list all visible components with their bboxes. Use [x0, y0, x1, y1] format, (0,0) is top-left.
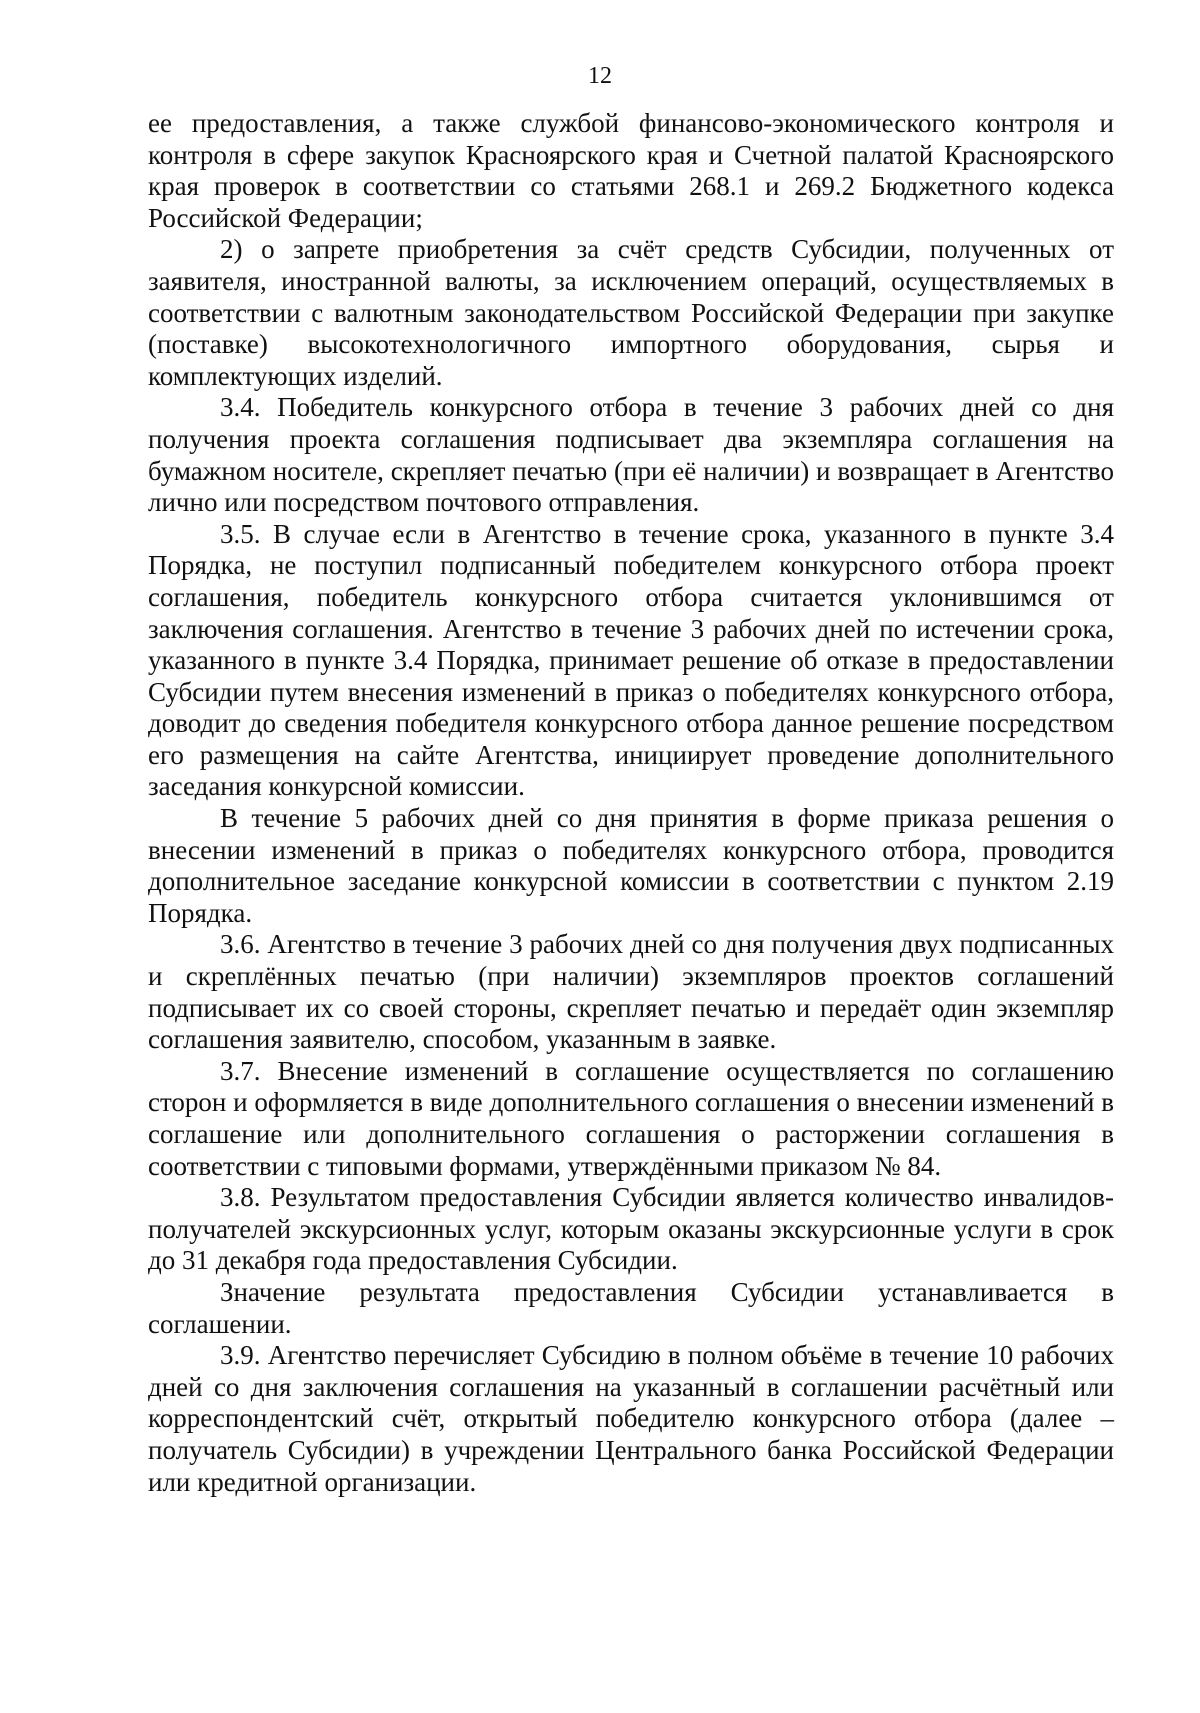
paragraph-3-8: 3.8. Результатом предоставления Субсидии является количество инвалидов-получателей экскурсионных услуг, которым оказаны экскурсионные услуги в срок до 31 декабря года предоставления Субсидии. — [148, 1182, 1114, 1276]
paragraph-3-4: 3.4. Победитель конкурсного отбора в течение 3 рабочих дней со дня получения проекта соглашения подписывает два экземпляра соглашения на бумажном носителе, скрепляет печатью (при её наличии) и возвращает в Агентство лично или посредством почтового отправления. — [148, 392, 1114, 518]
paragraph-3-7: 3.7. Внесение изменений в соглашение осуществляется по соглашению сторон и оформляется в виде дополнительного соглашения о внесении изменений в соглашение или дополнительного соглашения о расторжении соглашения в соответствии с типовыми формами, утверждёнными приказом № 84. — [148, 1055, 1114, 1181]
paragraph-3-6: 3.6. Агентство в течение 3 рабочих дней со дня получения двух подписанных и скреплённых печатью (при наличии) экземпляров проектов соглашений подписывает их со своей стороны, скрепляет печатью и передаёт один экземпляр соглашения заявителю, способом, указанным в заявке. — [148, 929, 1114, 1055]
paragraph-3-5: 3.5. В случае если в Агентство в течение срока, указанного в пункте 3.4 Порядка, не поступил подписанный победителем конкурсного отбора проект соглашения, победитель конкурсного отбора считается уклонившимся от заключения соглашения. Агентство в течение 3 рабочих дней по истечении срока, указанного в пункте 3.4 Порядка, принимает решение об отказе в предоставлении Субсидии путем внесения изменений в приказ о победителях конкурсного отбора, доводит до сведения победителя конкурсного отбора данное решение посредством его размещения на сайте Агентства, инициирует проведение дополнительного заседания конкурсной комиссии. — [148, 518, 1114, 802]
paragraph-item-2: 2) о запрете приобретения за счёт средств Субсидии, полученных от заявителя, иностранной валюты, за исключением операций, осуществляемых в соответствии с валютным законодательством Российской Федерации при закупке (поставке) высокотехнологичного импортного оборудования, сырья и комплектующих изделий. — [148, 234, 1114, 391]
document-body — [148, 108, 1114, 1498]
page-number: 12 — [588, 63, 612, 89]
paragraph-3-8-value: Значение результата предоставления Субсидии устанавливается в соглашении. — [148, 1276, 1114, 1339]
paragraph-3-5-continued: В течение 5 рабочих дней со дня принятия в форме приказа решения о внесении изменений в приказ о победителях конкурсного отбора, проводится дополнительное заседание конкурсной комиссии в соответствии с пунктом 2.19 Порядка. — [148, 803, 1114, 928]
paragraph-continuation: ее предоставления, а также службой финансово-экономического контроля и контроля в сфере закупок Красноярского края и Счетной палатой Красноярского края проверок в соответствии со статьями 268.1 и 269.2 Бюджетного кодекса Российской Федерации; — [148, 108, 1114, 233]
paragraph-3-9: 3.9. Агентство перечисляет Субсидию в полном объёме в течение 10 рабочих дней со дня заключения соглашения на указанный в соглашении расчётный или корреспондентский счёт, открытый победителю конкурсного отбора (далее – получатель Субсидии) в учреждении Центрального банка Российской Федерации или кредитной организации. — [148, 1340, 1114, 1497]
